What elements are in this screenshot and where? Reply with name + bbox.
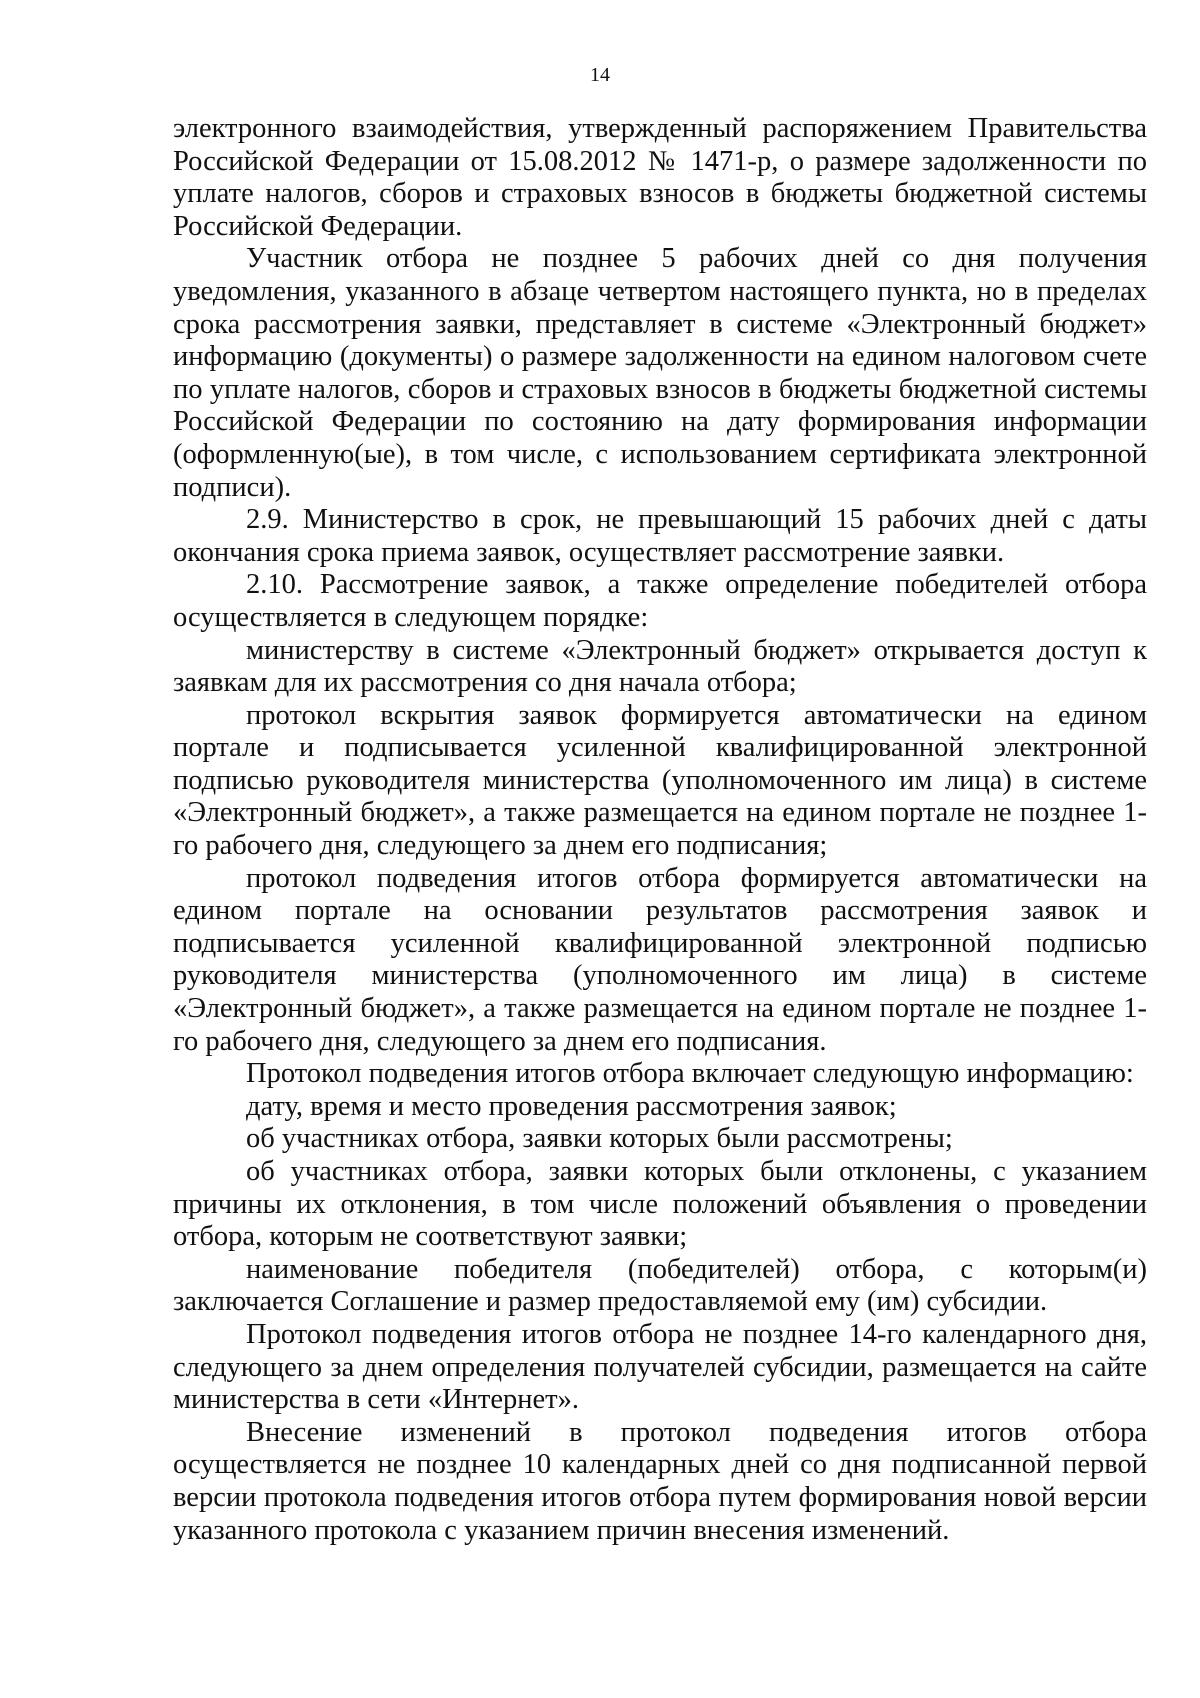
paragraph: Внесение изменений в протокол подведения итогов отбора осуществляется не позднее 10 календарных дней со дня подписанной первой версии протокола подведения итогов отбора путем формирования новой версии указанного протокола с указанием причин внесения изменений. xyxy=(173,1416,1147,1546)
page-number: 14 xyxy=(590,64,610,86)
paragraph: протокол вскрытия заявок формируется автоматически на едином портале и подписывается усиленной квалифицированной электронной подписью руководителя министерства (уполномоченного им лица) в системе «Электронный бюджет», а также размещается на едином портале не позднее 1-го рабочего дня, следующего за днем его подписания; xyxy=(173,699,1147,862)
paragraph: электронного взаимодействия, утвержденный распоряжением Правительства Российской Федерации от 15.08.2012 № 1471-р, о размере задолженности по уплате налогов, сборов и страховых взносов в бюджеты бюджетной системы Российской Федерации. xyxy=(173,113,1147,242)
paragraph: 2.10. Рассмотрение заявок, а также определение победителей отбора осуществляется в следующем порядке: xyxy=(173,569,1147,633)
paragraph: Протокол подведения итогов отбора не позднее 14-го календарного дня, следующего за днем определения получателей субсидии, размещается на сайте министерства в сети «Интернет». xyxy=(173,1318,1147,1416)
paragraph: 2.9. Министерство в срок, не превышающий 15 рабочих дней с даты окончания срока приема заявок, осуществляет рассмотрение заявки. xyxy=(173,504,1147,568)
paragraph: протокол подведения итогов отбора формируется автоматически на едином портале на основании результатов рассмотрения заявок и подписывается усиленной квалифицированной электронной подписью руководителя министерства (уполномоченного им лица) в системе «Электронный бюджет», а также размещается на едином портале не позднее 1-го рабочего дня, следующего за днем его подписания. xyxy=(173,862,1147,1057)
paragraph: министерству в системе «Электронный бюджет» открывается доступ к заявкам для их рассмотрения со дня начала отбора; xyxy=(173,634,1147,699)
paragraph: наименование победителя (победителей) отбора, с которым(и) заключается Соглашение и размер предоставляемой ему (им) субсидии. xyxy=(173,1253,1147,1318)
paragraph: Участник отбора не позднее 5 рабочих дней со дня получения уведомления, указанного в абзаце четвертом настоящего пункта, но в пределах срока рассмотрения заявки, представляет в системе «Электронный бюджет» информацию (документы) о размере задолженности на едином налоговом счете по уплате налогов, сборов и страховых взносов в бюджеты бюджетной системы Российской Федерации по состоянию на дату формирования информации (оформленную(ые), в том числе, с использованием сертификата электронной подписи). xyxy=(173,243,1147,503)
paragraph: дату, время и место проведения рассмотрения заявок; xyxy=(246,1090,897,1122)
paragraph: Протокол подведения итогов отбора включает следующую информацию: xyxy=(246,1058,1134,1090)
paragraph: об участниках отбора, заявки которых были отклонены, с указанием причины их отклонения, в том числе положений объявления о проведении отбора, которым не соответствуют заявки; xyxy=(173,1156,1147,1253)
document-body xyxy=(173,113,1147,1547)
paragraph: об участниках отбора, заявки которых были рассмотрены; xyxy=(246,1123,953,1155)
